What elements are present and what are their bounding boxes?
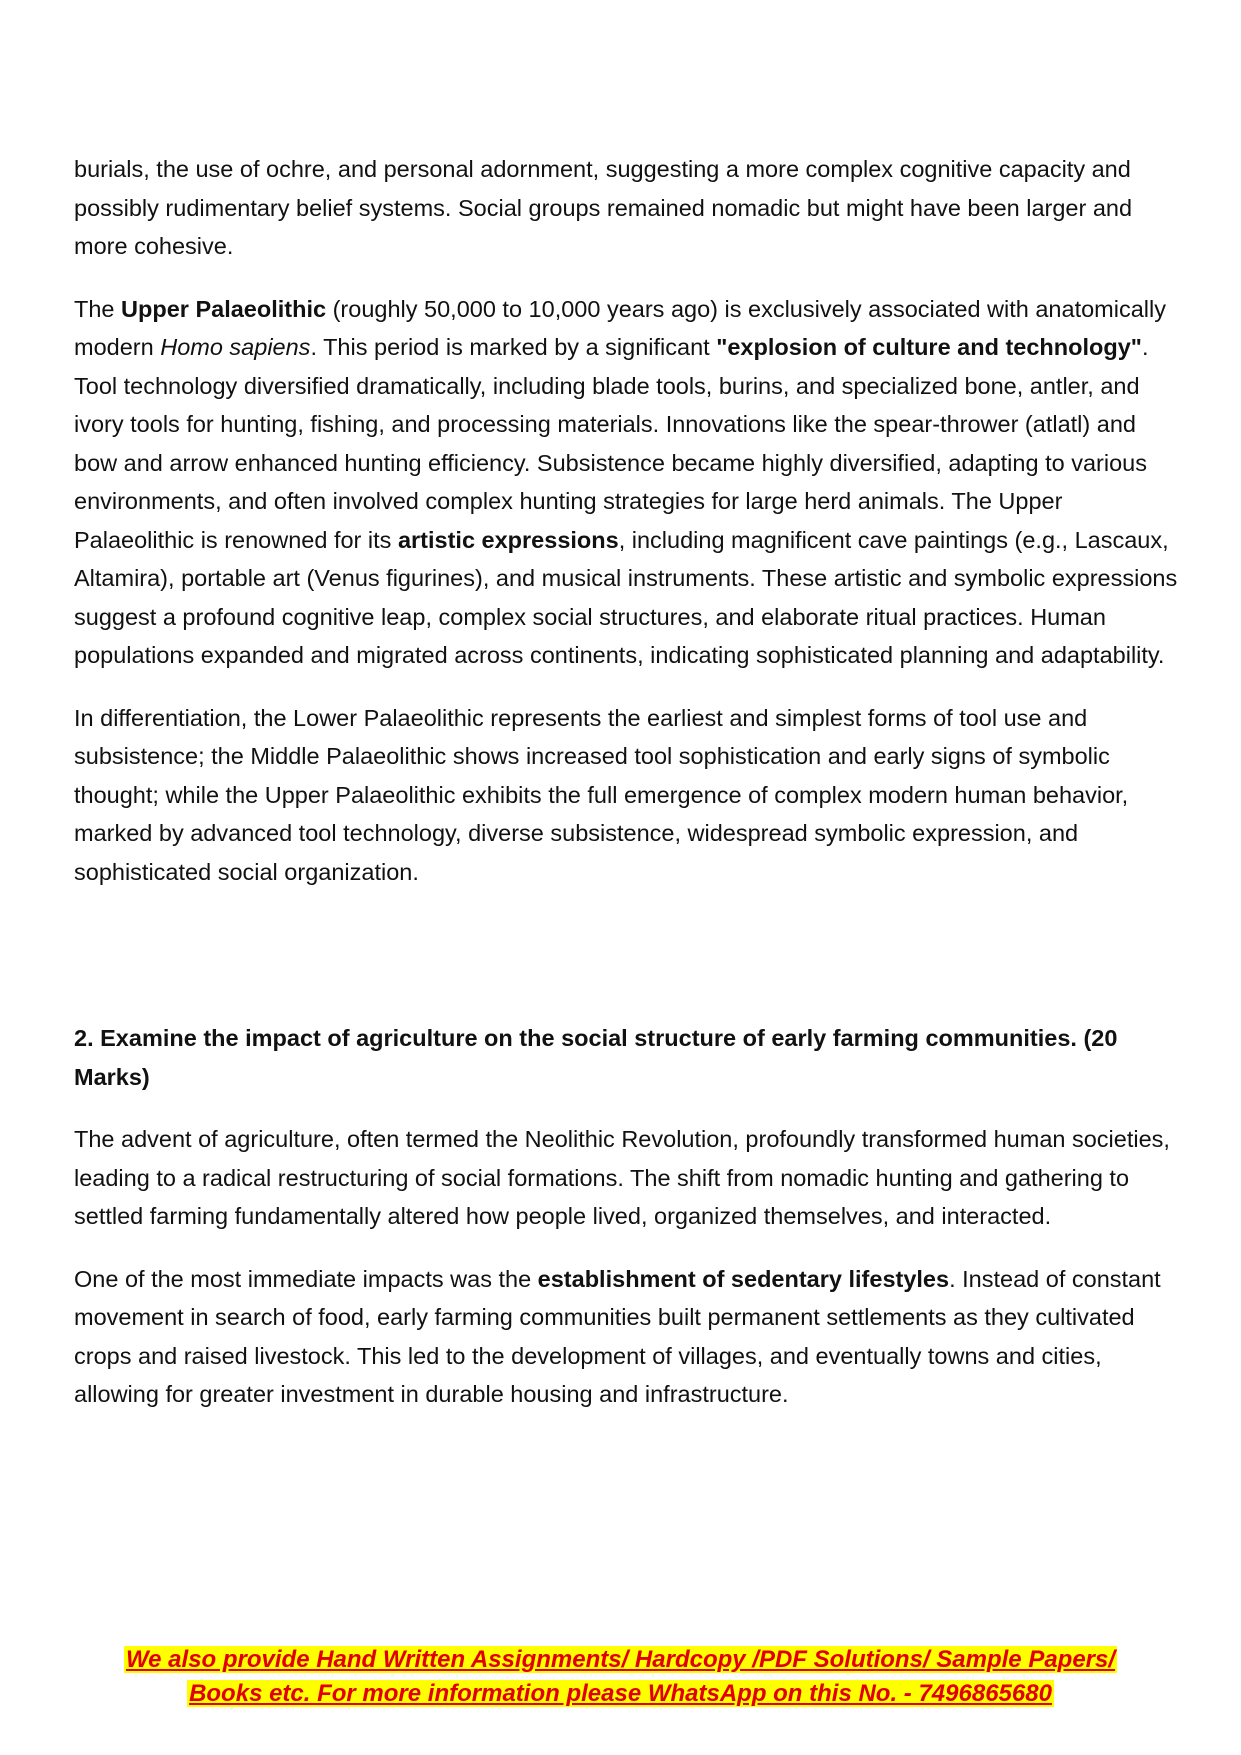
paragraph-sedentary-lifestyles bbox=[74, 1260, 1179, 1414]
paragraph-differentiation bbox=[74, 699, 1179, 892]
paragraph-middle-palaeolithic-end bbox=[74, 150, 1179, 266]
text-run: . Instead of constant movement in search of food, early farming communities built permanent settlements as they cultivated crops and raised livestock. This led to the development of villages, and eventually towns and cities, allowing for greater investment in durable housing and infrastructure. bbox=[74, 1265, 1161, 1407]
footer-advertisement bbox=[0, 1643, 1241, 1711]
paragraph-text: The advent of agriculture, often termed the Neolithic Revolution, profoundly transformed human societies, leading to a radical restructuring of social formations. The shift from nomadic hunting and gathering to settled farming fundamentally altered how people lived, organized themselves, and interacted. bbox=[74, 1126, 1170, 1229]
text-run: (roughly 50,000 to 10,000 years ago) is exclusively associated with anatomically modern bbox=[74, 295, 1166, 360]
bold-term-artistic-expressions: artistic expressions bbox=[397, 526, 619, 553]
italic-term-homo-sapiens: Homo sapiens bbox=[160, 334, 311, 360]
document-page bbox=[74, 150, 1179, 1438]
paragraph-text: In differentiation, the Lower Palaeolithic represents the earliest and simplest forms of tool use and subsistence; the Middle Palaeolithic shows increased tool sophistication and early signs of symbolic thought; while the Upper Palaeolithic exhibits the full emergence of complex modern human behavior, marked by advanced tool technology, diverse subsistence, widespread symbolic expression, and sophisticated social organization. bbox=[74, 704, 1129, 885]
footer-line-1 bbox=[0, 1643, 1241, 1677]
text-run: One of the most immediate impacts was the bbox=[74, 1265, 538, 1292]
footer-line-2 bbox=[0, 1677, 1241, 1711]
bold-term-sedentary-lifestyles: establishment of sedentary lifestyles bbox=[537, 1265, 950, 1292]
bold-term-upper-palaeolithic: Upper Palaeolithic bbox=[121, 295, 327, 322]
paragraph-upper-palaeolithic bbox=[74, 290, 1179, 675]
paragraph-text: burials, the use of ochre, and personal adornment, suggesting a more complex cognitive capacity and possibly rudimentary belief systems. Social groups remained nomadic but might have been larger and more cohesive. bbox=[74, 156, 1133, 259]
question-text: 2. Examine the impact of agriculture on the social structure of early farming communities. (20 Marks) bbox=[74, 1025, 1118, 1090]
text-run: . Tool technology diversified dramatically, including blade tools, burins, and specialized bone, antler, and ivory tools for hunting, fishing, and processing materials. Innovations like the spear-thrower (atlatl) and bow and arrow enhanced hunting efficiency. Subsistence became highly diversified, adapting to various environments, and often involved complex hunting strategies for large herd animals. The Upper Palaeolithic is renowned for its bbox=[74, 334, 1149, 553]
text-run: The bbox=[74, 295, 122, 322]
question-heading bbox=[74, 1019, 1179, 1096]
text-run: . This period is marked by a significant bbox=[310, 334, 717, 360]
bold-term-explosion-of-culture: "explosion of culture and technology" bbox=[716, 334, 1142, 360]
footer-highlight-text: We also provide Hand Written Assignments/ Hardcopy /PDF Solutions/ Sample Papers/ bbox=[125, 1646, 1116, 1673]
paragraph-neolithic-revolution bbox=[74, 1120, 1179, 1236]
spacer bbox=[74, 915, 1179, 1019]
text-run: , including magnificent cave paintings (e.g., Lascaux, Altamira), portable art (Venus figurines), and musical instruments. These artistic and symbolic expressions suggest a profound cognitive leap, complex social structures, and elaborate ritual practices. Human populations expanded and migrated across continents, indicating sophisticated planning and adaptability. bbox=[74, 526, 1178, 668]
footer-highlight-text: Books etc. For more information please WhatsApp on this No. - 7496865680 bbox=[189, 1680, 1052, 1707]
